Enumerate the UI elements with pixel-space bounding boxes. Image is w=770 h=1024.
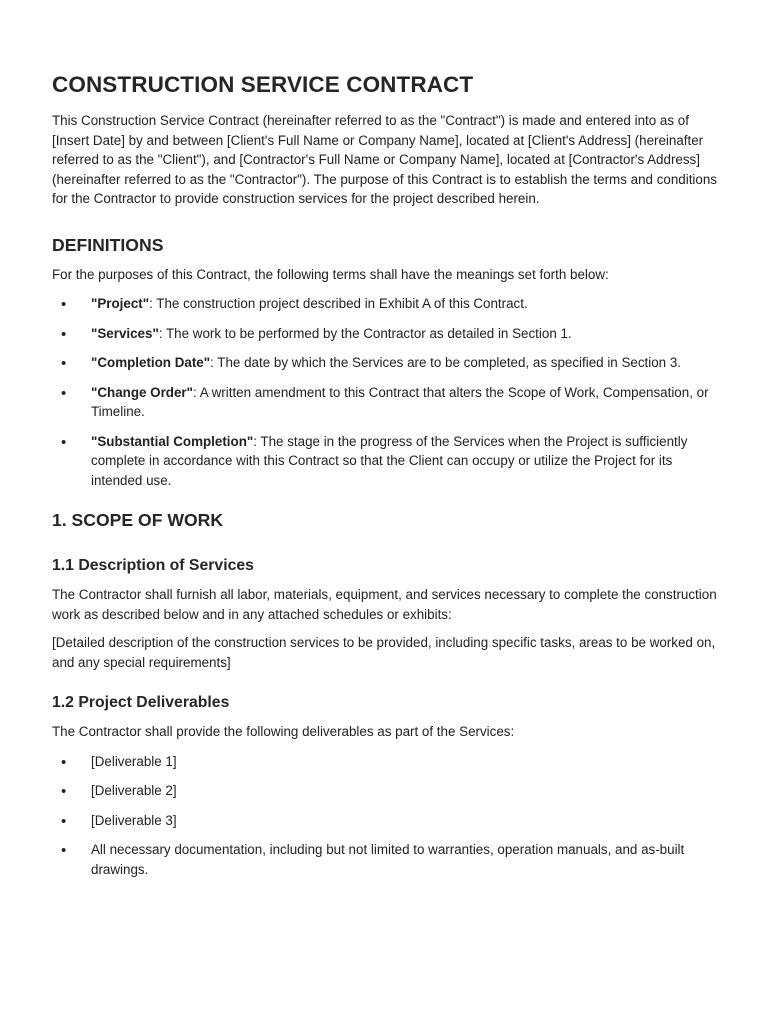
bullet-icon: •: [61, 355, 67, 372]
definition-term: "Services": [91, 325, 159, 341]
deliverable-item: [52, 752, 720, 772]
deliverable-text: [Deliverable 2]: [91, 783, 177, 798]
description-placeholder: [Detailed description of the construction services to be provided, including specific tasks, areas to be worked on, and any special requirements]: [52, 635, 716, 670]
definition-text: : The construction project described in Exhibit A of this Contract.: [149, 296, 528, 311]
definition-term: "Project": [91, 296, 150, 311]
definition-item: [52, 353, 720, 373]
scope-of-work-heading: 1. SCOPE OF WORK: [52, 510, 224, 530]
definition-item: [52, 294, 720, 314]
deliverable-text: All necessary documentation, including but not limited to warranties, operation manuals, and as-built drawings.: [91, 842, 685, 877]
bullet-icon: •: [61, 325, 67, 343]
definition-item: [52, 383, 720, 422]
bullet-icon: •: [61, 753, 67, 771]
bullet-icon: •: [61, 433, 67, 451]
bullet-icon: •: [61, 842, 67, 859]
definition-term: "Completion Date": [91, 355, 211, 370]
deliverables-list: [52, 752, 720, 880]
deliverable-text: [Deliverable 3]: [91, 812, 177, 828]
bullet-icon: •: [61, 783, 67, 800]
definition-text: : The stage in the progress of the Services when the Project is sufficiently complete in accordance with this Contract so that the Client can occupy or utilize the Project for its intended use.: [91, 433, 688, 488]
deliverables-intro: The Contractor shall provide the following deliverables as part of the Services:: [52, 724, 515, 739]
definition-text: : A written amendment to this Contract that alters the Scope of Work, Compensation, or Timeline.: [91, 384, 709, 419]
definitions-heading: DEFINITIONS: [52, 234, 164, 255]
definitions-intro: For the purposes of this Contract, the following terms shall have the meanings set forth below:: [52, 266, 609, 282]
definitions-list: [52, 294, 720, 490]
bullet-icon: •: [61, 384, 67, 402]
definition-text: : The date by which the Services are to be completed, as specified in Section 3.: [210, 355, 682, 370]
deliverable-item: [52, 840, 720, 879]
project-deliverables-heading: 1.2 Project Deliverables: [52, 694, 230, 711]
deliverable-item: [52, 811, 720, 831]
definition-item: [52, 432, 720, 491]
intro-paragraph: This Construction Service Contract (hereinafter referred to as the "Contract") is made and entered into as of [Insert Date] by and between [Client's Full Name or Company Name], located at [Client's Address] (hereinafter referred to as the "Client"), and [Contractor's Full Name or Company Name], located at [Contractor's Address] (hereinafter referred to as the "Contractor"). The purpose of this Contract is to establish the terms and conditions for the Contractor to provide construction services for the project described herein.: [52, 113, 717, 206]
definition-item: [52, 324, 720, 344]
definition-text: : The work to be performed by the Contractor as detailed in Section 1.: [158, 325, 572, 341]
bullet-icon: •: [61, 812, 67, 830]
deliverable-text: [Deliverable 1]: [91, 753, 177, 769]
document-title: CONSTRUCTION SERVICE CONTRACT: [52, 72, 474, 97]
deliverable-item: [52, 781, 720, 801]
description-of-services-heading: 1.1 Description of Services: [52, 557, 254, 574]
definition-term: "Substantial Completion": [91, 433, 254, 449]
description-body: The Contractor shall furnish all labor, materials, equipment, and services necessary to complete the construction work as described below and in any attached schedules or exhibits:: [52, 587, 717, 622]
definition-term: "Change Order": [91, 384, 193, 400]
bullet-icon: •: [61, 296, 67, 313]
